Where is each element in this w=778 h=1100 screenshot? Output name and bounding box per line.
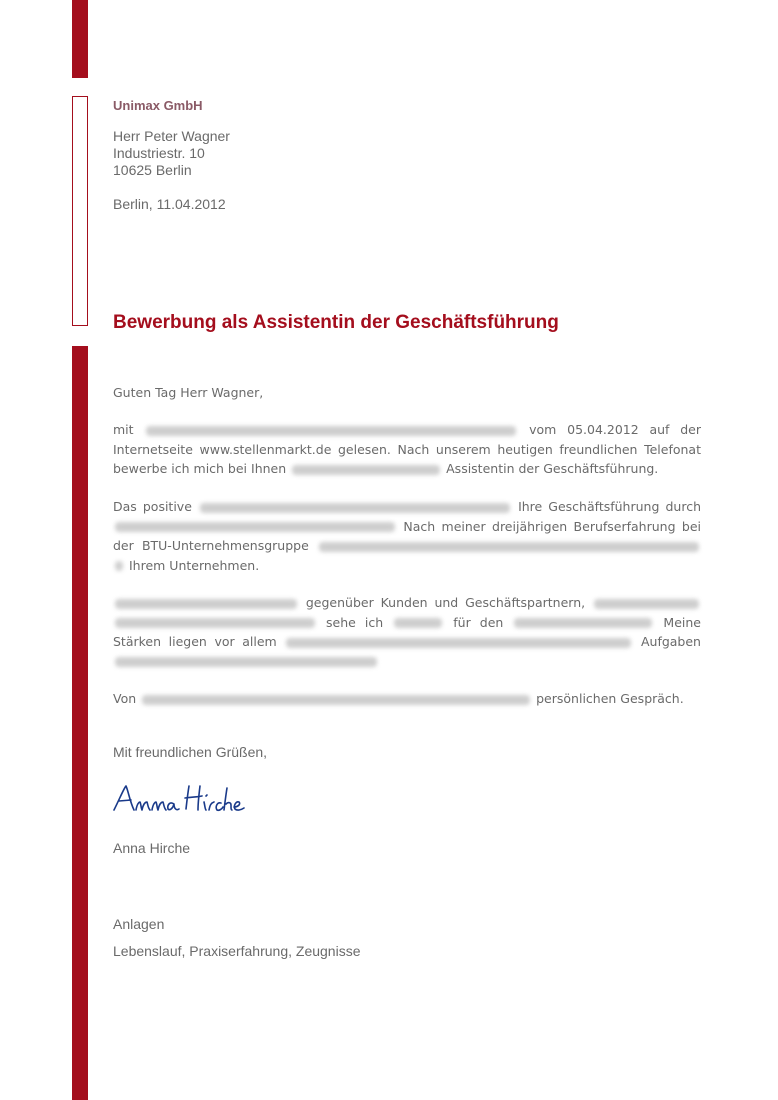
recipient-city: 10625 Berlin <box>113 162 192 178</box>
letter-subject: Bewerbung als Assistentin der Geschäftsführung <box>113 312 559 333</box>
p4-text-b: persönlichen Gespräch. <box>536 691 684 706</box>
recipient-name: Herr Peter Wagner <box>113 128 230 144</box>
accent-bar-top <box>72 0 88 78</box>
p2-text-d: Ihrem Unternehmen. <box>128 557 260 573</box>
p2-text-a: Das positive <box>113 499 192 514</box>
p3-text-b: sehe ich <box>326 614 384 630</box>
sender-company: Unimax GmbH <box>113 98 203 113</box>
p1-text-a: mit <box>113 422 134 437</box>
accent-bar-outline <box>72 96 88 326</box>
redacted-text <box>514 618 652 628</box>
paragraph-3 <box>113 593 701 671</box>
p1-text-b: vom 05.04.2012 auf der Internetseite www.stellenmarkt.de gelesen. Nach unserem heutigen freundlichen Telefonat bewerbe ich mich bei Ihnen <box>113 422 701 476</box>
p3-text-a: gegenüber Kunden und Geschäftspartnern, <box>305 595 586 610</box>
p2-text-c: Nach meiner dreijährigen Berufserfahrung bei der BTU-Unternehmensgruppe <box>113 518 701 553</box>
p2-text-b: Ihre Geschäftsführung durch <box>518 499 701 514</box>
p3-text-d: Meine Stärken liegen vor allem <box>113 614 701 649</box>
paragraph-2 <box>113 497 701 575</box>
accent-bar-bottom <box>72 346 88 1100</box>
letter-date: Berlin, 11.04.2012 <box>113 196 226 212</box>
salutation: Guten Tag Herr Wagner, <box>113 385 264 400</box>
p3-text-e: Aufgaben <box>640 634 701 649</box>
p4-text-a: Von <box>113 691 137 706</box>
signer-name: Anna Hirche <box>113 840 191 856</box>
paragraph-4 <box>113 689 701 709</box>
signature-drawing <box>110 780 250 820</box>
redacted-text <box>115 599 297 609</box>
redacted-text <box>594 599 699 609</box>
redacted-text <box>200 503 510 513</box>
redacted-text <box>394 618 442 628</box>
redacted-text <box>115 618 315 628</box>
p1-text-c: Assistentin der Geschäftsführung. <box>446 461 659 476</box>
redacted-text <box>292 465 440 475</box>
redacted-text <box>319 542 699 552</box>
redacted-text <box>115 522 395 532</box>
redacted-text <box>115 561 123 571</box>
p3-text-c: für den <box>453 614 504 630</box>
attachments-list: Lebenslauf, Praxiserfahrung, Zeugnisse <box>113 943 361 959</box>
redacted-text <box>142 695 530 705</box>
recipient-street: Industriestr. 10 <box>113 145 205 161</box>
closing: Mit freundlichen Grüßen, <box>113 744 268 760</box>
redacted-text <box>115 657 377 667</box>
redacted-text <box>146 426 516 436</box>
redacted-text <box>286 638 631 648</box>
handwritten-signature <box>110 780 250 825</box>
paragraph-1 <box>113 420 701 479</box>
attachments-label: Anlagen <box>113 916 165 932</box>
recipient-address <box>113 128 230 179</box>
